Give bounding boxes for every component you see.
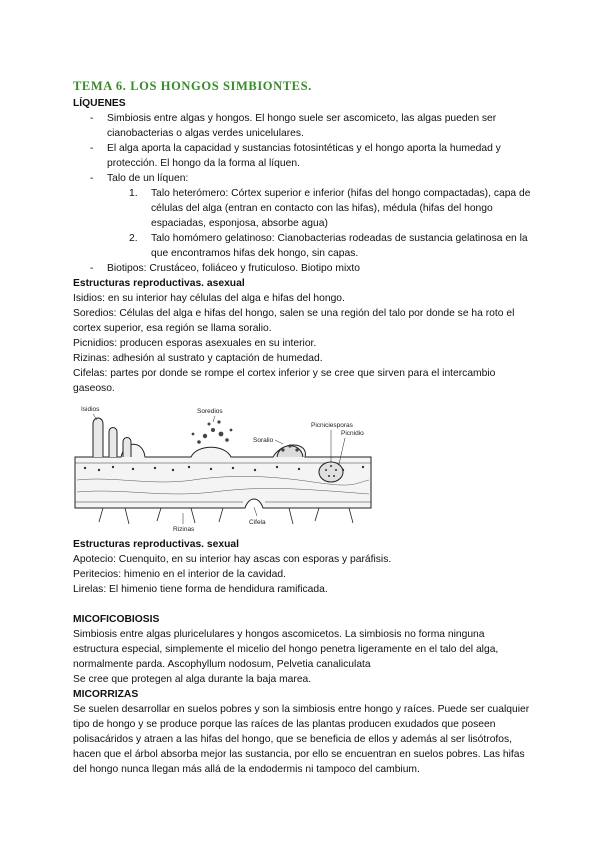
label-picniciesporas: Picniciesporas (311, 422, 353, 429)
heading-micoficobiosis: MICOFICOBIOSIS (73, 614, 160, 625)
lichen-diagram (73, 400, 533, 535)
liquenes-item (73, 171, 533, 261)
label-isidios: Isidios (81, 406, 100, 413)
liquenes-item: - Biotipos: Crustáceo, foliáceo y fruticuloso. Biotipo mixto (73, 261, 533, 276)
talo-text: Talo heterómero: Córtex superior e inferior (hifas del hongo compactadas), capa de células del alga (entran en contacto con las hifas), médula (hifas del hongo espaciadas, esponjosa, absorbe agua) (151, 188, 531, 229)
asexual-line: Rizinas: adhesión al sustrato y captación de humedad. (73, 353, 323, 364)
label-picnidio: Picnidio (341, 430, 364, 437)
liquenes-item: - El alga aporta la capacidad y sustancias fotosintéticas y el hongo aporta la humedad y protección. El hongo da la forma al líquen. (73, 141, 533, 171)
isidium-shape (109, 428, 117, 458)
talo-number: 1. (129, 188, 138, 199)
heading-asexual: Estructuras reproductivas. asexual (73, 278, 245, 289)
isidium-shape (123, 438, 131, 458)
label-cifela: Cifela (249, 519, 266, 526)
soredia-cluster (192, 420, 233, 443)
micoficobiosis-line: Simbiosis entre algas pluricelulares y hongos ascomicetos. La simbiosis no forma ninguna estructura especial, simplemente el micelio del hongo penetra ligeramente en el talo del alga, normalmente parda. Ascophyllum nodosum, Pelvetia canaliculata (73, 629, 499, 670)
talo-text: Talo homómero gelatinoso: Cianobacterias rodeadas de sustancia gelatinosa en la que encontramos hifas dek hongo, sin capas. (151, 233, 528, 259)
lichen-diagram-svg (73, 400, 373, 535)
page-title: TEMA 6. LOS HONGOS SIMBIONTES. (73, 79, 312, 93)
sexual-line: Lirelas: El himenio tiene forma de hendidura ramificada. (73, 584, 328, 595)
micorrizas-line: Se suelen desarrollar en suelos pobres y son la simbiosis entre hongo y raíces. Puede ser cualquier tipo de hongo y se produce porque las raíces de las plantas producen exudados que poseen polisacáridos y atraen a las hifas del hongo, que se beneficia de ellos y además al ser lisótrofos, hacen que el árbol absorba mejor las sustancia, por ello se encuentran en suelos pobres. Las hifas del hongo nunca llegan más allá de la endodermis ni tampoco del cambium. (73, 704, 530, 775)
asexual-line: Picnidios: producen esporas asexuales en su interior. (73, 338, 317, 349)
micoficobiosis-line: Se cree que protegen al alga durante la baja marea. (73, 674, 312, 685)
heading-liquenes: LÍQUENES (73, 98, 126, 109)
heading-sexual: Estructuras reproductivas. sexual (73, 539, 239, 550)
asexual-line: Isidios: en su interior hay células del alga e hifas del hongo. (73, 293, 345, 304)
talo-item (107, 231, 533, 261)
liquenes-item: - Simbiosis entre algas y hongos. El hongo suele ser ascomiceto, las algas pueden ser cianobacterias o algas verdes unicelulares. (73, 111, 533, 141)
talo-label: Talo de un líquen: (107, 173, 189, 184)
section-gap (73, 597, 533, 612)
liquenes-list (73, 111, 533, 276)
rhizines (99, 508, 353, 524)
asexual-line: Cifelas: partes por donde se rompe el cortex inferior y se cree que sirven para el intercambio gaseoso. (73, 368, 496, 394)
label-rizinas: Rizinas (173, 526, 195, 533)
label-soredios: Soredios (197, 408, 223, 415)
asexual-line: Soredios: Células del alga e hifas del hongo, salen se una región del talo por donde se ha roto el cortex superior, esa región se llama soralio. (73, 308, 515, 334)
talo-list (107, 186, 533, 261)
talo-item (107, 186, 533, 231)
label-soralio: Soralio (253, 437, 274, 444)
talo-number: 2. (129, 233, 138, 244)
heading-micorrizas: MICORRIZAS (73, 689, 139, 700)
document-body (73, 96, 533, 777)
sexual-line: Peritecios: himenio en el interior de la cavidad. (73, 569, 286, 580)
sexual-line: Apotecio: Cuenquito, en su interior hay ascas con esporas y paráfisis. (73, 554, 392, 565)
isidium-shape (93, 418, 103, 457)
